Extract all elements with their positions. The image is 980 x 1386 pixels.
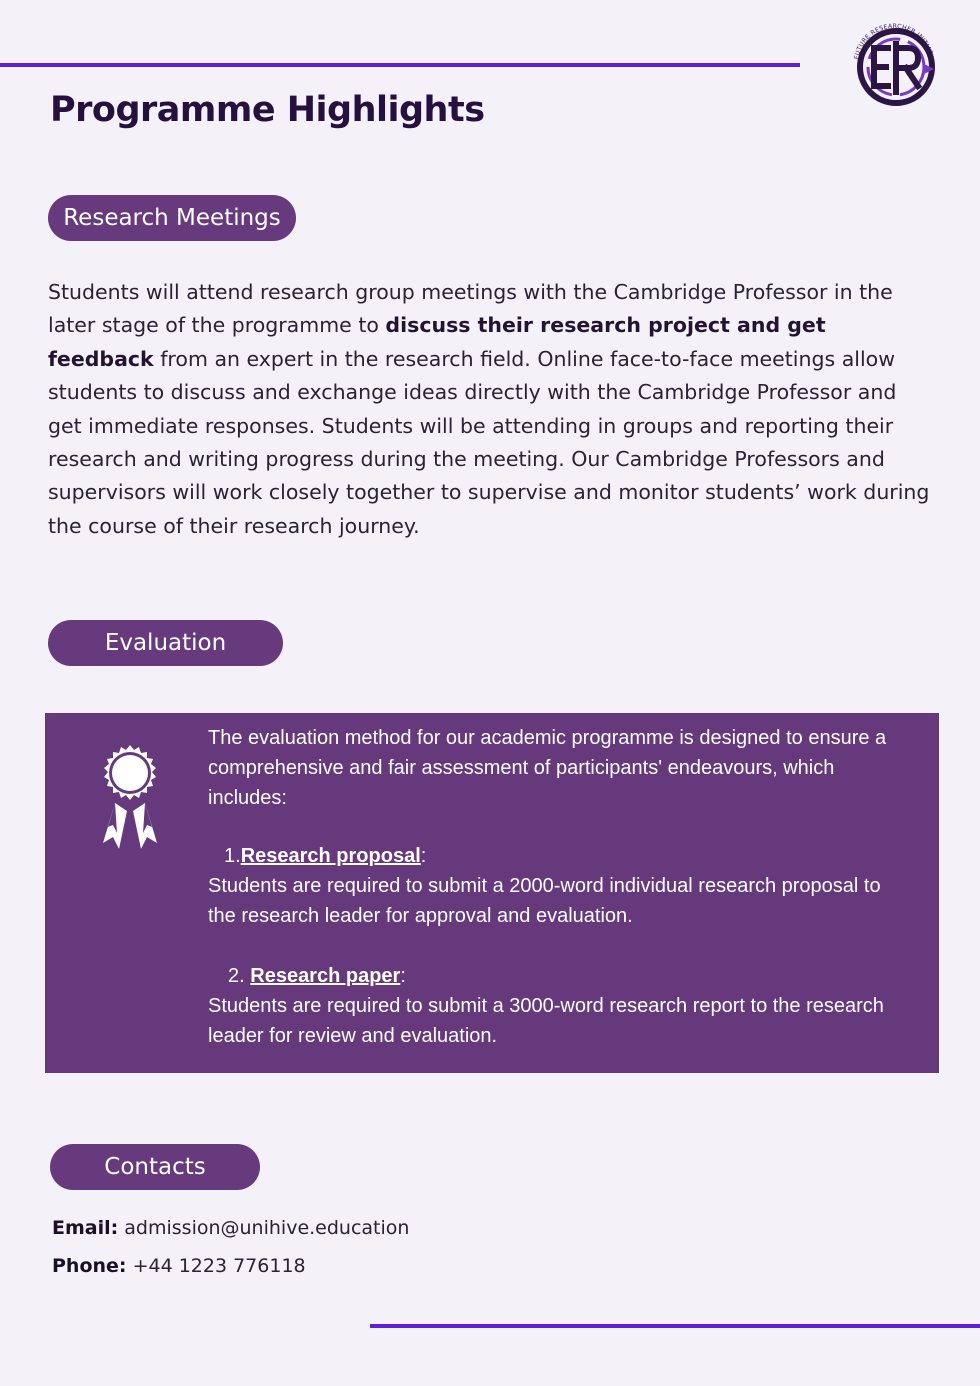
research-meetings-heading: Research Meetings: [48, 195, 296, 241]
evaluation-item-1-number: 1.: [224, 845, 241, 867]
email-line: [52, 1217, 409, 1239]
research-paper-link[interactable]: Research paper: [250, 965, 401, 987]
evaluation-item-1-suffix: :: [420, 845, 427, 867]
research-meetings-description: [48, 276, 933, 543]
email-label: Email:: [52, 1217, 119, 1239]
evaluation-item-2-description: Students are required to submit a 3000-word research report to the research leader for review and evaluation.: [208, 995, 884, 1047]
phone-line: [52, 1255, 306, 1277]
evaluation-intro: The evaluation method for our academic programme is designed to ensure a comprehensive and fair assessment of participants' endeavours, which includes:: [208, 727, 887, 809]
evaluation-heading: Evaluation: [48, 620, 283, 666]
email-value[interactable]: admission@unihive.education: [124, 1217, 410, 1239]
contacts-heading: Contacts: [50, 1144, 260, 1190]
research-meetings-text-part2: from an expert in the research field. Online face-to-face meetings allow students to discuss and exchange ideas directly with the Cambridge Professor and get immediate responses. Students will be attending in groups and reporting their research and writing progress during the meeting. Our Cambridge Professors and supervisors will work closely together to supervise and monitor students’ work during the course of their research journey.: [48, 346, 930, 538]
top-accent-rule: [0, 63, 800, 67]
evaluation-panel: [45, 713, 939, 1073]
fri-logo-icon: [844, 14, 944, 114]
bottom-accent-rule: [370, 1324, 980, 1328]
research-proposal-link[interactable]: Research proposal: [240, 845, 421, 867]
evaluation-item-2-suffix: :: [400, 965, 406, 987]
evaluation-content: [208, 723, 888, 1051]
evaluation-item-2-number: 2.: [228, 965, 245, 987]
award-ribbon-icon: [93, 743, 167, 855]
research-meetings-text-part1: Students will attend research group meetings with the Cambridge Professor in the later stage of the programme to: [48, 280, 893, 338]
evaluation-item-1-description: Students are required to submit a 2000-word individual research proposal to the research leader for approval and evaluation.: [208, 875, 881, 927]
phone-value[interactable]: +44 1223 776118: [132, 1255, 306, 1277]
evaluation-item-2-heading: [208, 961, 888, 991]
page-title: Programme Highlights: [50, 90, 485, 130]
logo-text: FUTURE RESEARCHER INITIATIVE: [853, 22, 936, 66]
evaluation-item-1-heading: [208, 841, 888, 871]
phone-label: Phone:: [52, 1255, 127, 1277]
research-meetings-text-bold: discuss their research project and get feedback: [48, 313, 826, 371]
